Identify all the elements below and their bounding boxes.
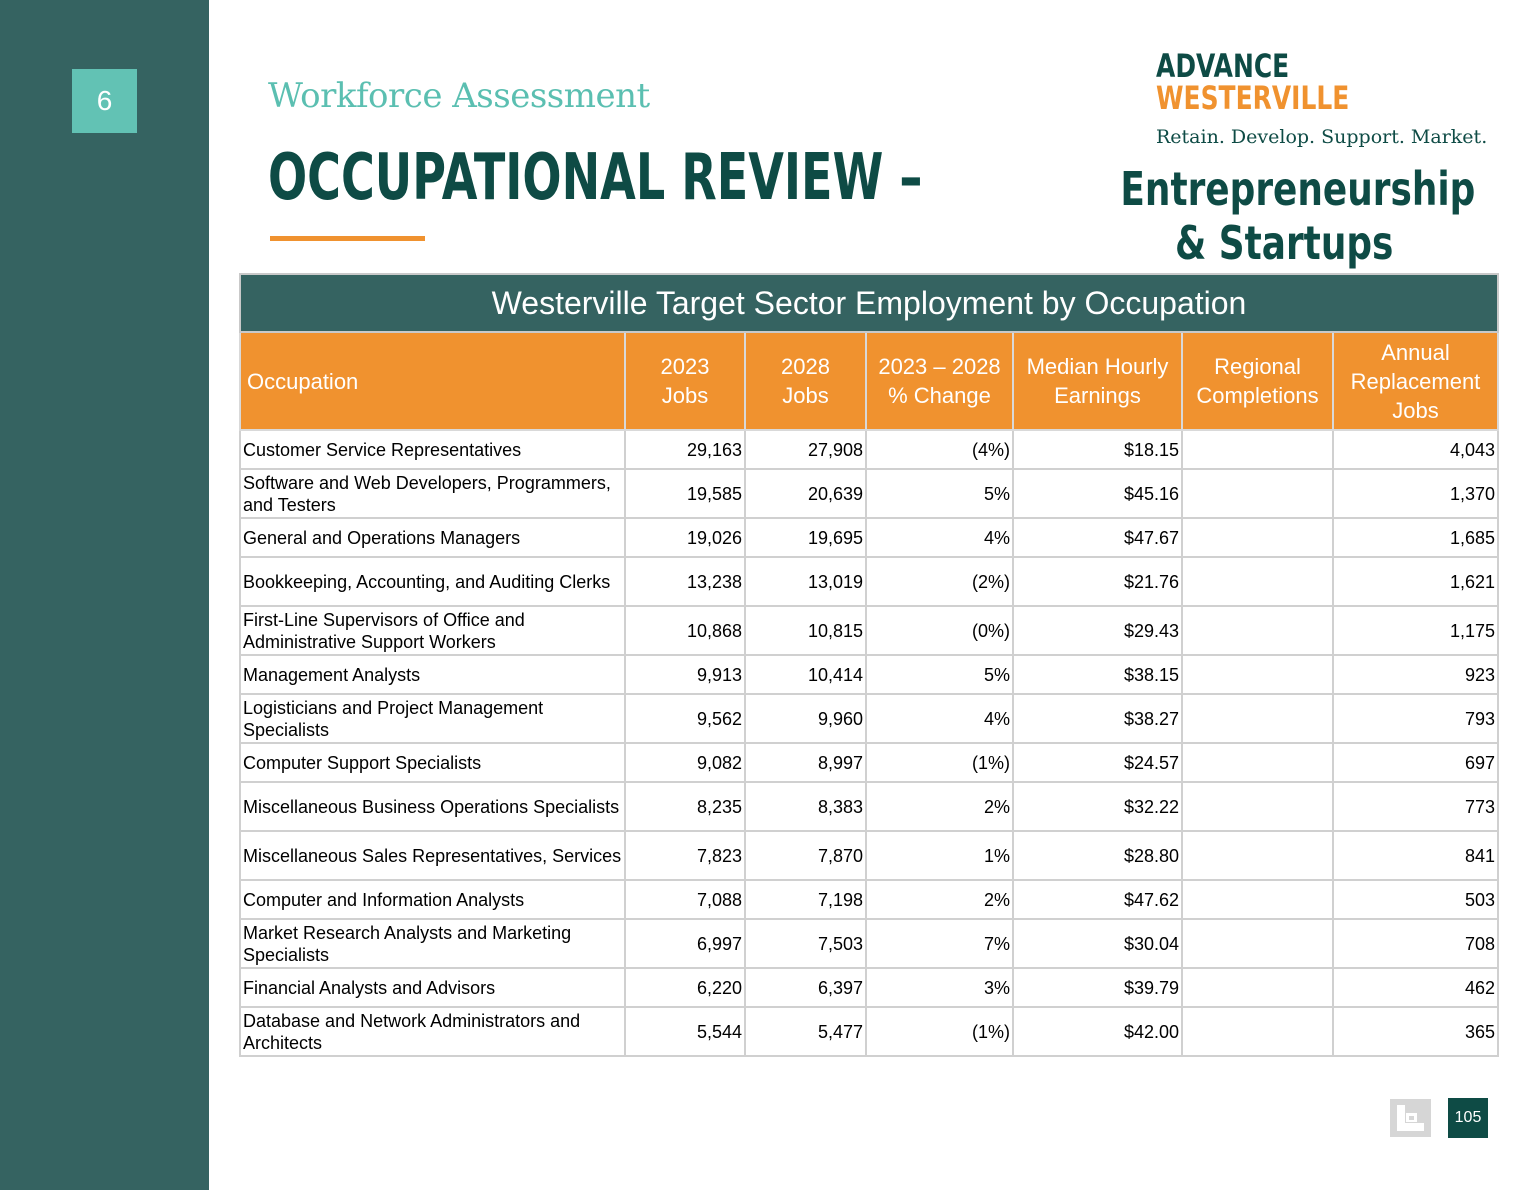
cell-occupation: Miscellaneous Sales Representatives, Services [240, 831, 625, 880]
header-pct-change: 2023 – 2028 % Change [866, 332, 1013, 430]
table-row [240, 694, 1498, 743]
cell-2023-jobs: 19,585 [625, 469, 745, 518]
employment-table-container [239, 273, 1497, 1057]
cell-2023-jobs: 9,082 [625, 743, 745, 782]
table-row [240, 557, 1498, 606]
employment-table [239, 273, 1499, 1057]
cell-regional-completions [1182, 606, 1333, 655]
cell-occupation: Logisticians and Project Management Specialists [240, 694, 625, 743]
cell-pct-change: (1%) [866, 1007, 1013, 1056]
cell-median-earnings: $29.43 [1013, 606, 1182, 655]
cell-pct-change: (4%) [866, 430, 1013, 469]
page-subtitle: Workforce Assessment [268, 76, 650, 116]
cell-median-earnings: $45.16 [1013, 469, 1182, 518]
header-regional-completions: Regional Completions [1182, 332, 1333, 430]
brand-mark-icon [1390, 1099, 1431, 1137]
cell-2023-jobs: 29,163 [625, 430, 745, 469]
cell-annual-replacement: 841 [1333, 831, 1498, 880]
cell-2028-jobs: 19,695 [745, 518, 866, 557]
cell-2028-jobs: 10,815 [745, 606, 866, 655]
cell-pct-change: 4% [866, 518, 1013, 557]
page-number: 105 [1448, 1098, 1488, 1138]
cell-occupation: Software and Web Developers, Programmers, and Testers [240, 469, 625, 518]
cell-pct-change: 5% [866, 469, 1013, 518]
cell-regional-completions [1182, 518, 1333, 557]
cell-annual-replacement: 708 [1333, 919, 1498, 968]
cell-annual-replacement: 1,621 [1333, 557, 1498, 606]
cell-2028-jobs: 27,908 [745, 430, 866, 469]
cell-occupation: Miscellaneous Business Operations Specialists [240, 782, 625, 831]
cell-pct-change: 7% [866, 919, 1013, 968]
cell-occupation: Financial Analysts and Advisors [240, 968, 625, 1007]
cell-occupation: Bookkeeping, Accounting, and Auditing Clerks [240, 557, 625, 606]
cell-2028-jobs: 13,019 [745, 557, 866, 606]
cell-median-earnings: $18.15 [1013, 430, 1182, 469]
cell-pct-change: (1%) [866, 743, 1013, 782]
cell-pct-change: 1% [866, 831, 1013, 880]
table-row [240, 831, 1498, 880]
page-title-sub: Entrepreneurship & Startups [1120, 162, 1476, 270]
logo-line-westerville: WESTERVILLE [1156, 79, 1350, 117]
table-row [240, 782, 1498, 831]
cell-pct-change: 4% [866, 694, 1013, 743]
cell-median-earnings: $21.76 [1013, 557, 1182, 606]
cell-2028-jobs: 10,414 [745, 655, 866, 694]
cell-2023-jobs: 9,562 [625, 694, 745, 743]
cell-2028-jobs: 5,477 [745, 1007, 866, 1056]
cell-annual-replacement: 923 [1333, 655, 1498, 694]
cell-annual-replacement: 793 [1333, 694, 1498, 743]
cell-annual-replacement: 1,175 [1333, 606, 1498, 655]
cell-annual-replacement: 365 [1333, 1007, 1498, 1056]
table-row [240, 655, 1498, 694]
cell-regional-completions [1182, 430, 1333, 469]
cell-2023-jobs: 7,088 [625, 880, 745, 919]
table-row [240, 968, 1498, 1007]
cell-occupation: General and Operations Managers [240, 518, 625, 557]
cell-median-earnings: $38.27 [1013, 694, 1182, 743]
cell-annual-replacement: 1,370 [1333, 469, 1498, 518]
header-occupation: Occupation [240, 332, 625, 430]
cell-median-earnings: $38.15 [1013, 655, 1182, 694]
cell-median-earnings: $24.57 [1013, 743, 1182, 782]
table-header-row [240, 332, 1498, 430]
cell-median-earnings: $39.79 [1013, 968, 1182, 1007]
cell-occupation: Customer Service Representatives [240, 430, 625, 469]
cell-2023-jobs: 6,220 [625, 968, 745, 1007]
table-row [240, 1007, 1498, 1056]
table-row [240, 518, 1498, 557]
cell-2023-jobs: 13,238 [625, 557, 745, 606]
table-row [240, 430, 1498, 469]
cell-occupation: Computer and Information Analysts [240, 880, 625, 919]
cell-median-earnings: $32.22 [1013, 782, 1182, 831]
header-2023-jobs: 2023 Jobs [625, 332, 745, 430]
logo-tagline: Retain. Develop. Support. Market. [1156, 126, 1488, 148]
cell-2023-jobs: 8,235 [625, 782, 745, 831]
cell-regional-completions [1182, 782, 1333, 831]
cell-annual-replacement: 462 [1333, 968, 1498, 1007]
cell-occupation: Management Analysts [240, 655, 625, 694]
cell-annual-replacement: 697 [1333, 743, 1498, 782]
cell-pct-change: (0%) [866, 606, 1013, 655]
cell-median-earnings: $47.62 [1013, 880, 1182, 919]
cell-pct-change: 2% [866, 782, 1013, 831]
advance-westerville-logo [1156, 47, 1488, 148]
cell-2023-jobs: 6,997 [625, 919, 745, 968]
cell-annual-replacement: 503 [1333, 880, 1498, 919]
cell-occupation: Market Research Analysts and Marketing Specialists [240, 919, 625, 968]
cell-2028-jobs: 9,960 [745, 694, 866, 743]
cell-regional-completions [1182, 694, 1333, 743]
cell-2023-jobs: 19,026 [625, 518, 745, 557]
cell-2023-jobs: 7,823 [625, 831, 745, 880]
cell-2028-jobs: 8,997 [745, 743, 866, 782]
table-row [240, 880, 1498, 919]
logo-line-advance: ADVANCE [1156, 47, 1290, 85]
cell-2028-jobs: 20,639 [745, 469, 866, 518]
table-row [240, 606, 1498, 655]
cell-regional-completions [1182, 557, 1333, 606]
section-number-badge: 6 [72, 69, 137, 133]
cell-regional-completions [1182, 968, 1333, 1007]
cell-regional-completions [1182, 743, 1333, 782]
title-underline [270, 236, 425, 241]
cell-regional-completions [1182, 1007, 1333, 1056]
table-row [240, 919, 1498, 968]
cell-annual-replacement: 773 [1333, 782, 1498, 831]
cell-occupation: Computer Support Specialists [240, 743, 625, 782]
cell-annual-replacement: 1,685 [1333, 518, 1498, 557]
cell-2023-jobs: 9,913 [625, 655, 745, 694]
cell-pct-change: (2%) [866, 557, 1013, 606]
cell-regional-completions [1182, 880, 1333, 919]
cell-2023-jobs: 10,868 [625, 606, 745, 655]
cell-median-earnings: $42.00 [1013, 1007, 1182, 1056]
cell-median-earnings: $28.80 [1013, 831, 1182, 880]
table-caption: Westerville Target Sector Employment by Occupation [240, 274, 1498, 332]
cell-regional-completions [1182, 655, 1333, 694]
cell-pct-change: 3% [866, 968, 1013, 1007]
cell-2028-jobs: 7,503 [745, 919, 866, 968]
table-row [240, 743, 1498, 782]
cell-median-earnings: $47.67 [1013, 518, 1182, 557]
cell-median-earnings: $30.04 [1013, 919, 1182, 968]
sidebar-band [0, 0, 209, 1190]
page-title: OCCUPATIONAL REVIEW – [268, 141, 923, 215]
cell-pct-change: 5% [866, 655, 1013, 694]
cell-occupation: Database and Network Administrators and Architects [240, 1007, 625, 1056]
header-2028-jobs: 2028 Jobs [745, 332, 866, 430]
table-row [240, 469, 1498, 518]
cell-regional-completions [1182, 469, 1333, 518]
cell-occupation: First-Line Supervisors of Office and Administrative Support Workers [240, 606, 625, 655]
cell-regional-completions [1182, 919, 1333, 968]
cell-2028-jobs: 8,383 [745, 782, 866, 831]
cell-2028-jobs: 7,870 [745, 831, 866, 880]
cell-annual-replacement: 4,043 [1333, 430, 1498, 469]
header-annual-replacement: Annual Replacement Jobs [1333, 332, 1498, 430]
header-median-earnings: Median Hourly Earnings [1013, 332, 1182, 430]
cell-pct-change: 2% [866, 880, 1013, 919]
cell-2028-jobs: 7,198 [745, 880, 866, 919]
cell-regional-completions [1182, 831, 1333, 880]
cell-2028-jobs: 6,397 [745, 968, 866, 1007]
cell-2023-jobs: 5,544 [625, 1007, 745, 1056]
